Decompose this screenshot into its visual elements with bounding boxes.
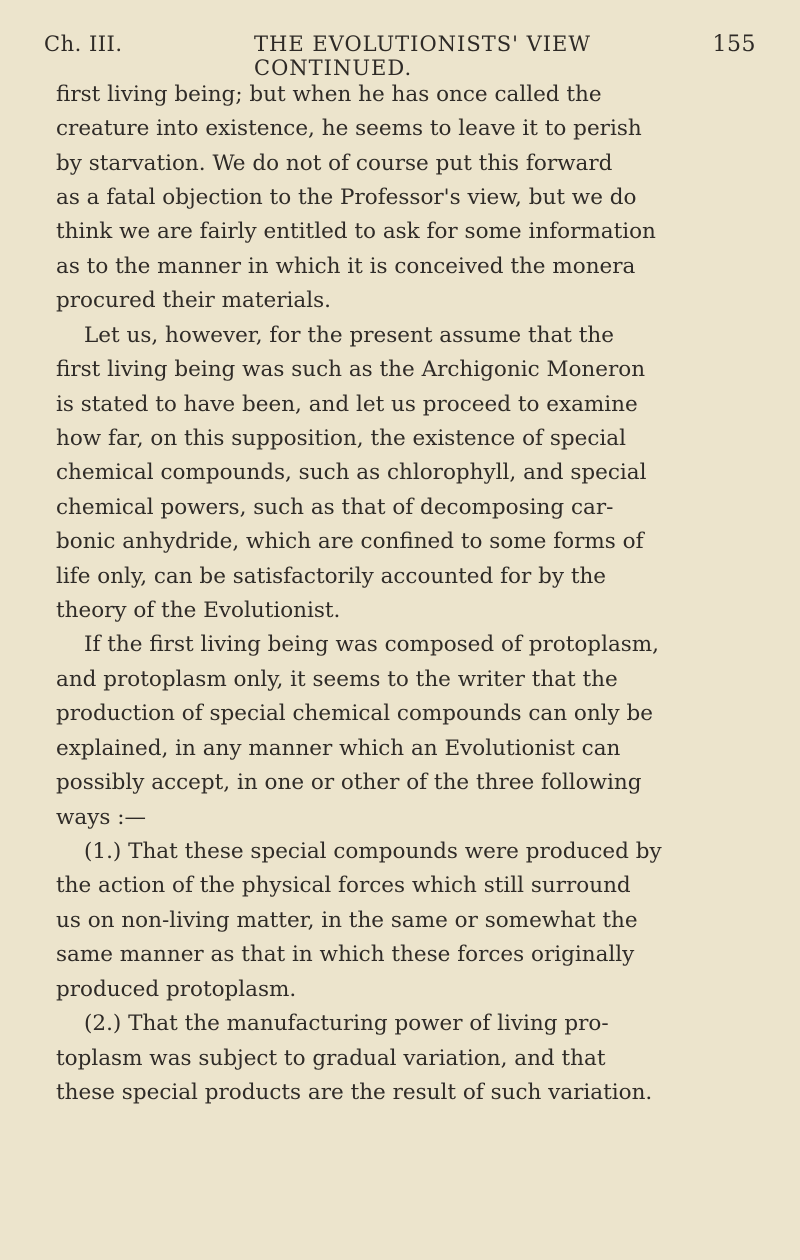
text-line: procured their materials. [56,288,331,313]
text-line: explained, in any manner which an Evolutionist can [56,736,621,761]
text-line: first living being; but when he has once called the [56,82,602,107]
chapter-label: Ch. III. [44,32,123,56]
text-line: the action of the physical forces which still surround [56,873,631,898]
paragraph-start-line: If the first living being was composed of protoplasm, [84,632,660,657]
text-line: creature into existence, he seems to leave it to perish [56,116,642,141]
paragraph-start-line: Let us, however, for the present assume that the [84,323,614,348]
text-line: how far, on this supposition, the existence of special [56,426,626,451]
text-line: and protoplasm only, it seems to the writer that the [56,667,618,692]
text-line: chemical powers, such as that of decomposing car- [56,495,614,520]
text-line: ways :— [56,805,146,830]
text-line: same manner as that in which these forces originally [56,942,635,967]
text-line: first living being was such as the Archigonic Moneron [56,357,646,382]
text-line: produced protoplasm. [56,977,297,1002]
paragraph-start-line: (1.) That these special compounds were produced by [84,839,662,864]
text-line: production of special chemical compounds can only be [56,701,654,726]
text-line: as to the manner in which it is conceived the monera [56,254,636,279]
text-line: us on non-living matter, in the same or somewhat the [56,908,638,933]
page-number: 155 [712,32,756,57]
text-line: life only, can be satisfactorily accounted for by the [56,564,607,589]
running-head [44,26,756,80]
text-line: by starvation. We do not of course put this forward [56,151,613,176]
text-line: possibly accept, in one or other of the three following [56,770,642,795]
text-line: think we are fairly entitled to ask for some information [56,219,656,244]
text-line: toplasm was subject to gradual variation, and that [56,1046,606,1071]
text-line: as a fatal objection to the Professor's view, but we do [56,185,637,210]
text-line: these special products are the result of such variation. [56,1080,653,1105]
paragraph-start-line: (2.) That the manufacturing power of living pro- [84,1011,609,1036]
text-line: chemical compounds, such as chlorophyll, and special [56,460,647,485]
chapter-title: THE EVOLUTIONISTS' VIEW CONTINUED. [254,32,591,80]
text-line: bonic anhydride, which are confined to some forms of [56,529,644,554]
text-line: theory of the Evolutionist. [56,598,341,623]
text-line: is stated to have been, and let us proceed to examine [56,392,638,417]
